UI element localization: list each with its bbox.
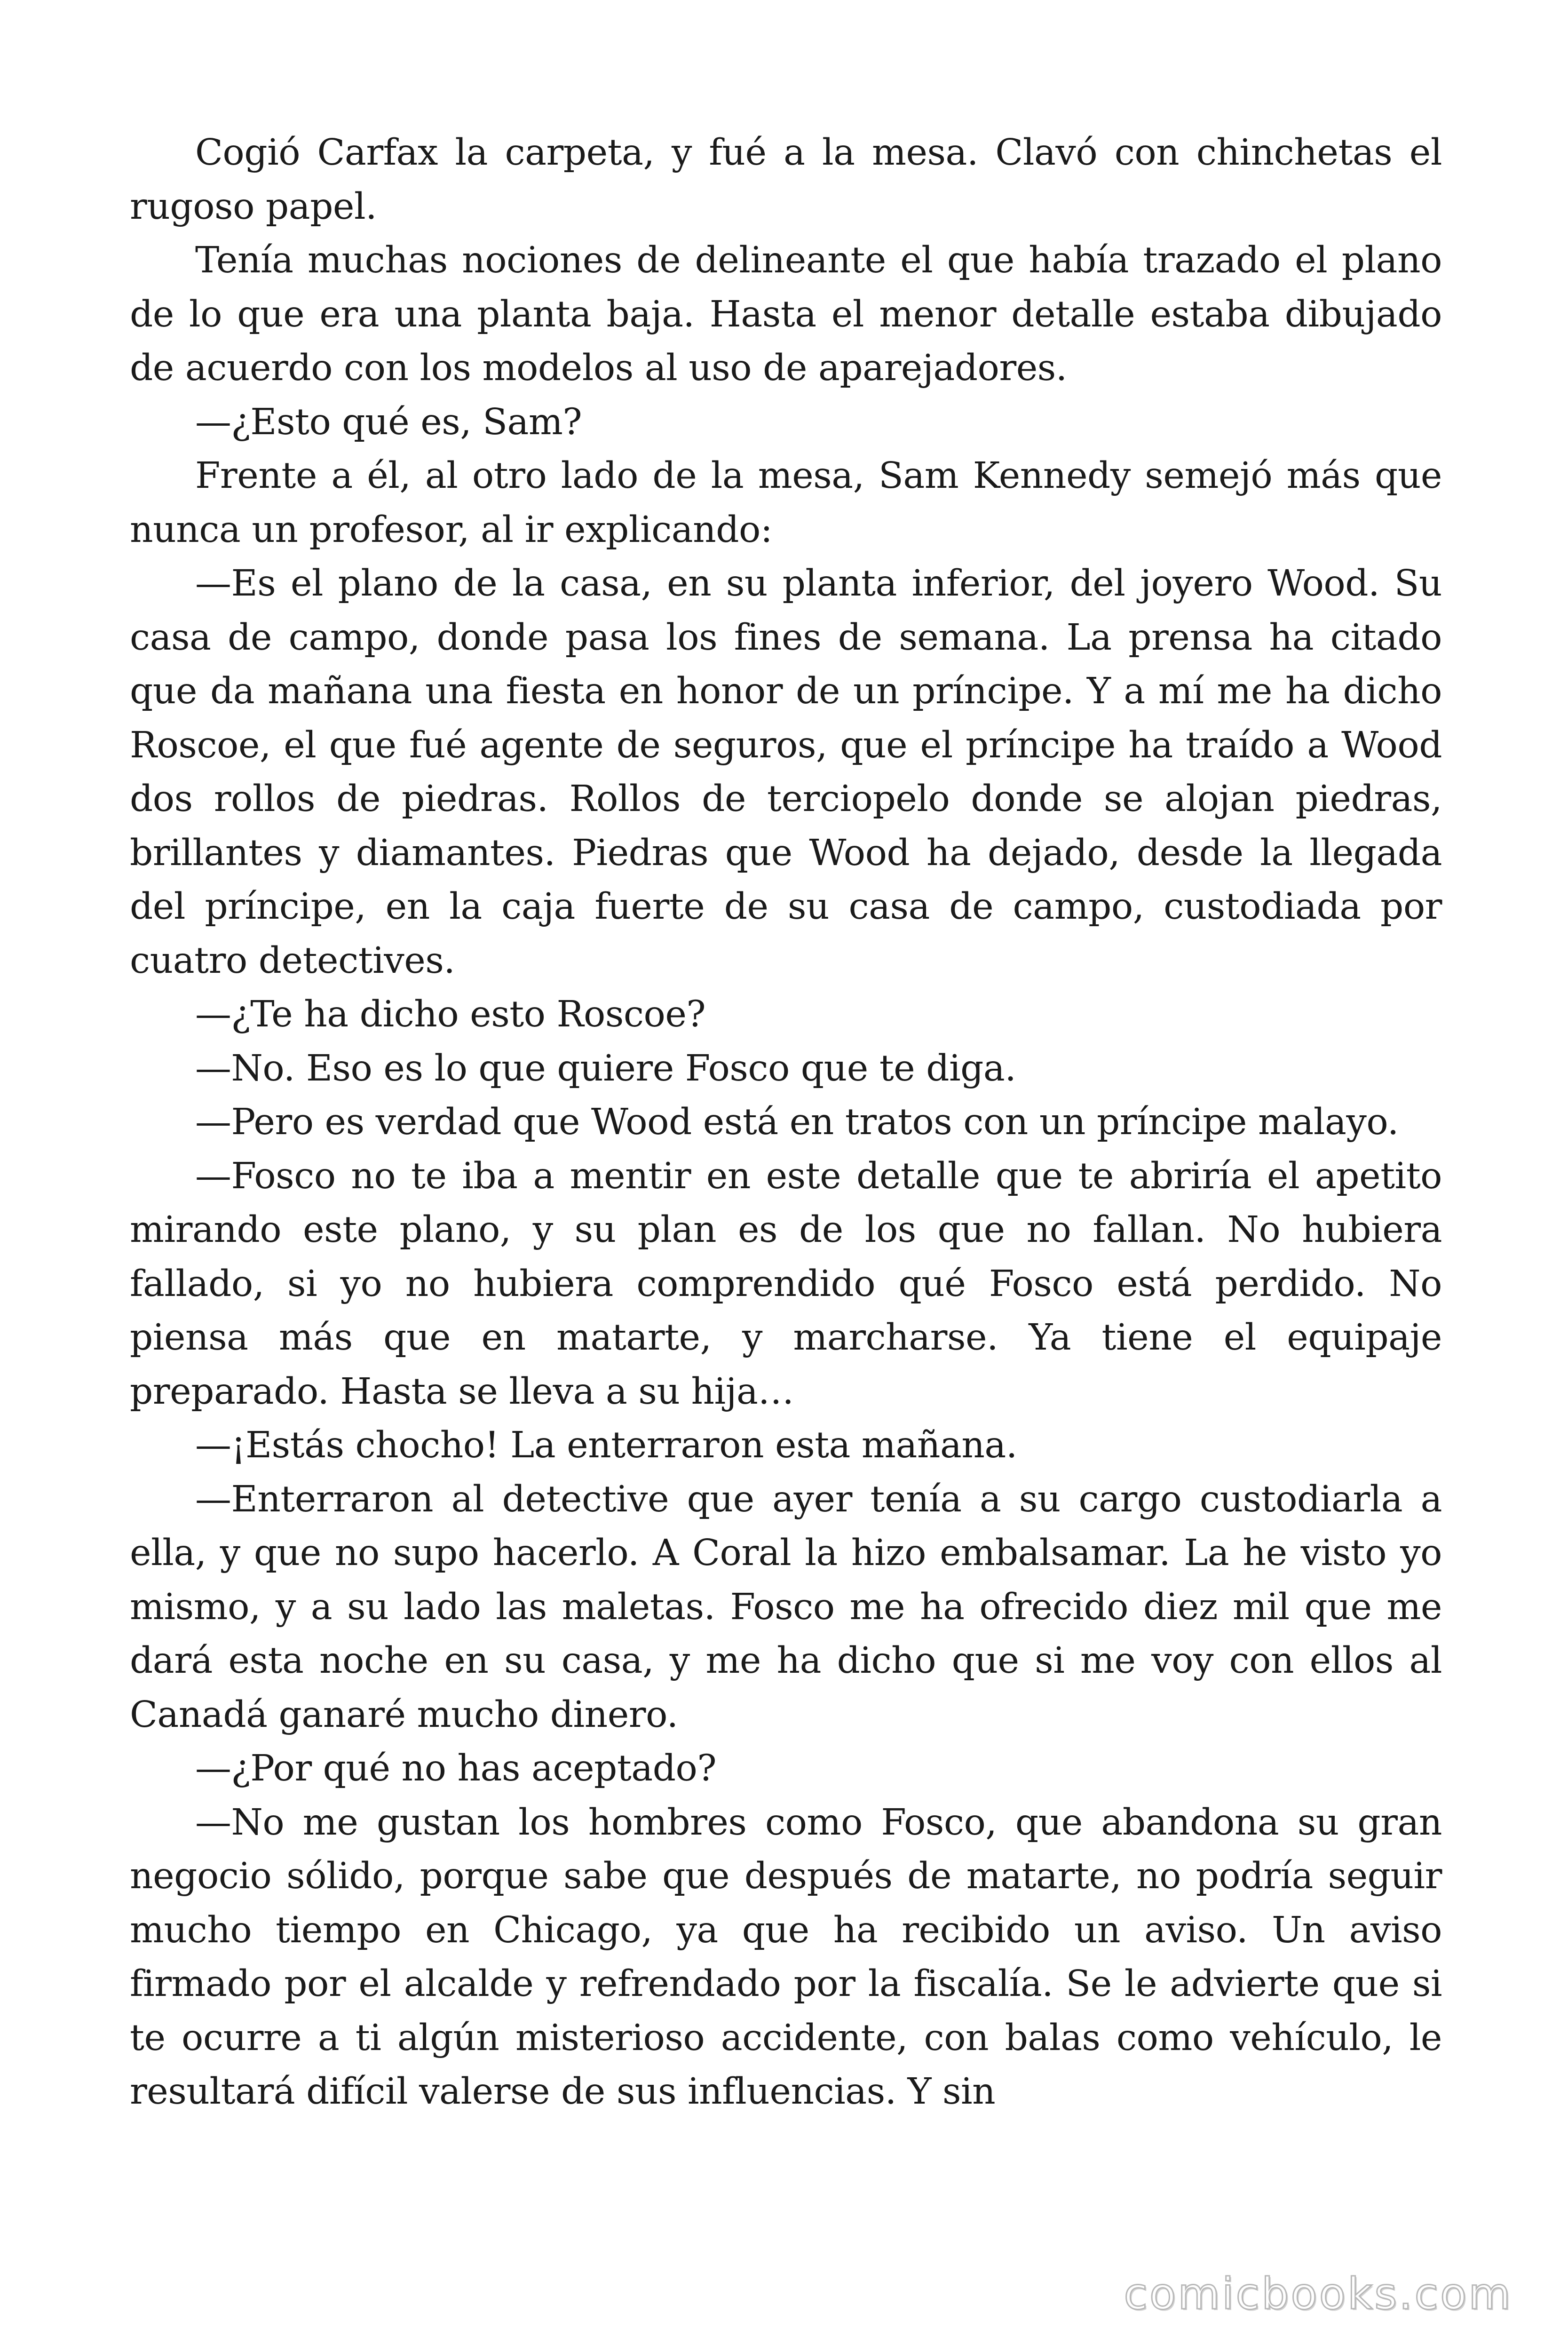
paragraph-12: —¿Por qué no has aceptado? <box>195 1748 717 1789</box>
paragraph-2: Tenía muchas nociones de delineante el que había trazado el plano de lo que era una planta baja. Hasta el menor detalle estaba dibujado de acuerdo con los modelos al uso de aparejadores. <box>130 239 1442 389</box>
paragraph-5: —Es el plano de la casa, en su planta inferior, del joyero Wood. Su casa de campo, donde pasa los fines de semana. La prensa ha citado que da mañana una fiesta en honor de un príncipe. Y a mí me ha dicho Roscoe, el que fué agente de seguros, que el príncipe ha traído a Wood dos rollos de piedras. Rollos de terciopelo donde se alojan piedras, brillantes y diamantes. Piedras que Wood ha dejado, desde la llegada del príncipe, en la caja fuerte de su casa de campo, custodiada por cuatro detectives. <box>130 563 1442 982</box>
paragraph-11: —Enterraron al detective que ayer tenía a su cargo custodiarla a ella, y que no supo hacerlo. A Coral la hizo embalsamar. La he visto yo mismo, y a su lado las maletas. Fosco me ha ofrecido diez mil que me dará esta noche en su casa, y me ha dicho que si me voy con ellos al Canadá ganaré mucho dinero. <box>130 1478 1442 1736</box>
paragraph-13: —No me gustan los hombres como Fosco, que abandona su gran negocio sólido, porque sabe que después de matarte, no podría seguir mucho tiempo en Chicago, ya que ha recibido un aviso. Un aviso firmado por el alcalde y refrendado por la fiscalía. Se le advierte que si te ocurre a ti algún misterioso accidente, con balas como vehículo, le resultará difícil valerse de sus influencias. Y sin <box>130 1801 1442 2113</box>
paragraph-10: —¡Estás chocho! La enterraron esta mañana. <box>195 1424 1017 1466</box>
paragraph-9: —Fosco no te iba a mentir en este detalle que te abriría el apetito mirando este plano, y su plan es de los que no fallan. No hubiera fallado, si yo no hubiera comprendido qué Fosco está perdido. No piensa más que en matarte, y marcharse. Ya tiene el equipaje preparado. Hasta se lleva a su hija… <box>130 1155 1442 1413</box>
paragraph-8: —Pero es verdad que Wood está en tratos con un príncipe malayo. <box>195 1101 1399 1143</box>
paragraph-1: Cogió Carfax la carpeta, y fué a la mesa. Clavó con chinchetas el rugoso papel. <box>130 132 1442 228</box>
paragraph-3: —¿Esto qué es, Sam? <box>195 401 582 443</box>
paragraph-4: Frente a él, al otro lado de la mesa, Sam Kennedy semejó más que nunca un profesor, al ir explicando: <box>130 455 1442 551</box>
paragraph-7: —No. Eso es lo que quiere Fosco que te diga. <box>195 1047 1016 1089</box>
watermark-logo: comicbooks.com <box>1124 2269 1513 2319</box>
page-body <box>130 126 1442 2119</box>
paragraph-6: —¿Te ha dicho esto Roscoe? <box>195 993 706 1035</box>
